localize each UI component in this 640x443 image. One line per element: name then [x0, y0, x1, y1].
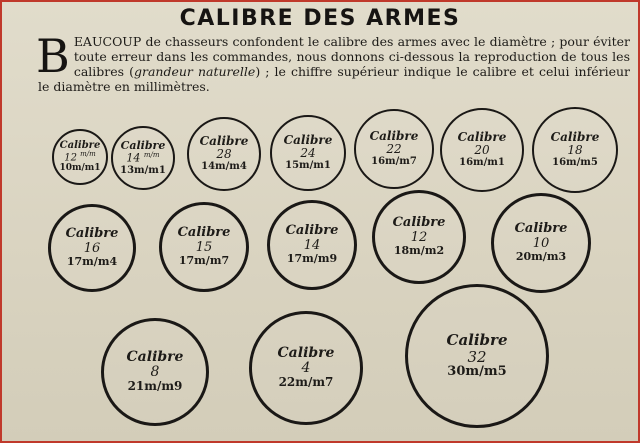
- calibre-label: Calibre: [126, 348, 184, 365]
- drop-cap: B: [36, 29, 70, 83]
- calibre-gauge: 18: [567, 143, 583, 158]
- calibre-label: Calibre: [65, 226, 119, 242]
- calibre-diameter: 17m/m4: [66, 254, 118, 268]
- calibre-circle: [405, 284, 549, 428]
- calibre-circle: [270, 115, 346, 191]
- calibre-gauge: 16: [83, 240, 101, 256]
- calibre-gauge: 8: [150, 364, 160, 381]
- calibre-gauge: 14 $^{m/m}$: [126, 150, 160, 165]
- calibre-circle: [187, 117, 261, 191]
- calibre-diameter: 16m/m7: [371, 156, 417, 168]
- intro-paragraph: [36, 29, 630, 94]
- calibre-label: Calibre: [514, 221, 568, 237]
- calibre-circle: [249, 311, 363, 425]
- calibre-label: Calibre: [177, 225, 231, 241]
- calibre-gauge: 32: [467, 347, 487, 366]
- calibre-label: Calibre: [369, 129, 419, 144]
- calibre-diameter: 30m/m5: [447, 364, 507, 380]
- calibre-label: Calibre: [277, 344, 335, 361]
- calibre-label: Calibre: [120, 138, 166, 152]
- calibre-circle: [267, 200, 357, 290]
- calibre-gauge: 28: [216, 147, 232, 162]
- calibre-diameter: 16m/m1: [459, 157, 505, 169]
- calibre-circle: [48, 204, 136, 292]
- calibre-gauge: 15: [195, 239, 213, 255]
- calibre-label: Calibre: [550, 130, 600, 145]
- calibre-gauge: 14: [303, 237, 321, 253]
- page-title: CALIBRE DES ARMES: [179, 6, 461, 31]
- calibre-diameter: 10m/m1: [59, 163, 101, 174]
- calibre-diameter: 21m/m9: [127, 379, 183, 394]
- intro-italic: grandeur naturelle: [134, 64, 256, 79]
- calibre-circle: [111, 126, 175, 190]
- calibre-diameter: 17m/m9: [286, 251, 338, 265]
- calibre-diameter: 17m/m7: [178, 253, 230, 267]
- calibre-diameter: 20m/m3: [515, 249, 567, 263]
- calibre-gauge: 12 $^{m/m}$: [64, 150, 96, 164]
- calibre-diameter: 18m/m2: [393, 243, 445, 257]
- calibre-label: Calibre: [283, 133, 333, 148]
- calibre-label: Calibre: [59, 140, 101, 152]
- calibre-circle: [354, 109, 434, 189]
- calibre-diameter: 13m/m1: [120, 164, 166, 176]
- calibre-circle: [52, 129, 108, 185]
- calibre-gauge: 20: [474, 143, 490, 158]
- calibre-label: Calibre: [446, 331, 508, 350]
- intro-text-end: ) ; le chiffre supérieur indique le calibre et celui inférieur le diamètre en millimètres.: [38, 64, 630, 94]
- calibre-gauge: 10: [532, 235, 550, 251]
- calibre-circle: [159, 202, 249, 292]
- calibre-diameter: 14m/m4: [201, 161, 247, 173]
- calibre-label: Calibre: [392, 215, 446, 231]
- calibre-circle: [440, 108, 524, 192]
- calibre-circle: [372, 190, 466, 284]
- calibre-gauge: 12: [410, 229, 428, 245]
- intro-text-start: EAUCOUP de chasseurs confondent le calibre des armes avec le diamètre ; pour éviter toute erreur dans les commandes, nous donnons ci-dessous la reproduction de tous les calibres (: [73, 34, 630, 79]
- calibre-diameter: 22m/m7: [278, 375, 334, 390]
- calibre-gauge: 24: [300, 146, 316, 161]
- calibre-gauge: 4: [301, 360, 311, 377]
- calibre-label: Calibre: [285, 223, 339, 239]
- calibre-gauge: 22: [386, 142, 402, 157]
- calibre-diameter: 15m/m1: [285, 160, 331, 172]
- calibre-circle: [101, 318, 209, 426]
- calibre-label: Calibre: [457, 130, 507, 145]
- calibre-diameter: 16m/m5: [552, 157, 598, 169]
- calibre-circle: [532, 107, 618, 193]
- calibre-label: Calibre: [199, 134, 249, 149]
- calibre-circle: [491, 193, 591, 293]
